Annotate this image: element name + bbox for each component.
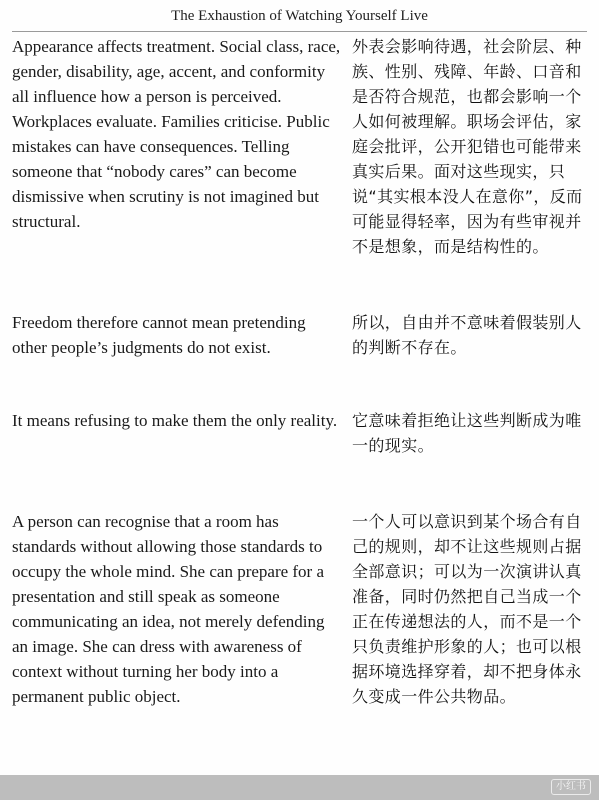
english-paragraph: Appearance affects treatment. Social class, race, gender, disability, age, accent, and conformity all influence how a person is perceived. Workplaces evaluate. Families criticise. Public mistakes can have consequences. Telling someone that “nobody cares” can become dismissive when scrutiny is not imagined but structural. (12, 37, 341, 231)
bottom-bar (0, 775, 599, 800)
english-paragraph: Freedom therefore cannot mean pretending other people’s judgments do not exist. (12, 313, 306, 357)
chinese-paragraph: 所以，自由并不意味着假装别人的判断不存在。 (352, 313, 582, 357)
english-paragraph: A person can recognise that a room has standards without allowing those standards to occupy the whole mind. She can prepare for a presentation and still speak as someone communicating an idea, not merely defending an image. She can dress with awareness of context without turning her body into a permanent public object. (12, 512, 325, 706)
chinese-paragraph: 它意味着拒绝让这些判断成为唯一的现实。 (352, 411, 582, 455)
header-divider (12, 31, 587, 32)
english-paragraph: It means refusing to make them the only reality. (12, 411, 338, 430)
chinese-paragraph: 一个人可以意识到某个场合有自己的规则，却不让这些规则占据全部意识；可以为一次演讲认真准备，同时仍然把自己当成一个正在传递想法的人，而不是一个只负责维护形象的人；也可以根据环境选择穿着，却不把身体永久变成一件公共物品。 (352, 512, 582, 706)
page-title: The Exhaustion of Watching Yourself Live (171, 8, 428, 24)
chinese-paragraph: 外表会影响待遇，社会阶层、种族、性别、残障、年龄、口音和是否符合规范，也都会影响一个人如何被理解。职场会评估，家庭会批评，公开犯错也可能带来真实后果。面对这些现实，只说“其实根本没人在意你”，反而可能显得轻率，因为有些审视并不是想象，而是结构性的。 (352, 37, 583, 256)
watermark-logo: 小红书 (551, 779, 591, 795)
